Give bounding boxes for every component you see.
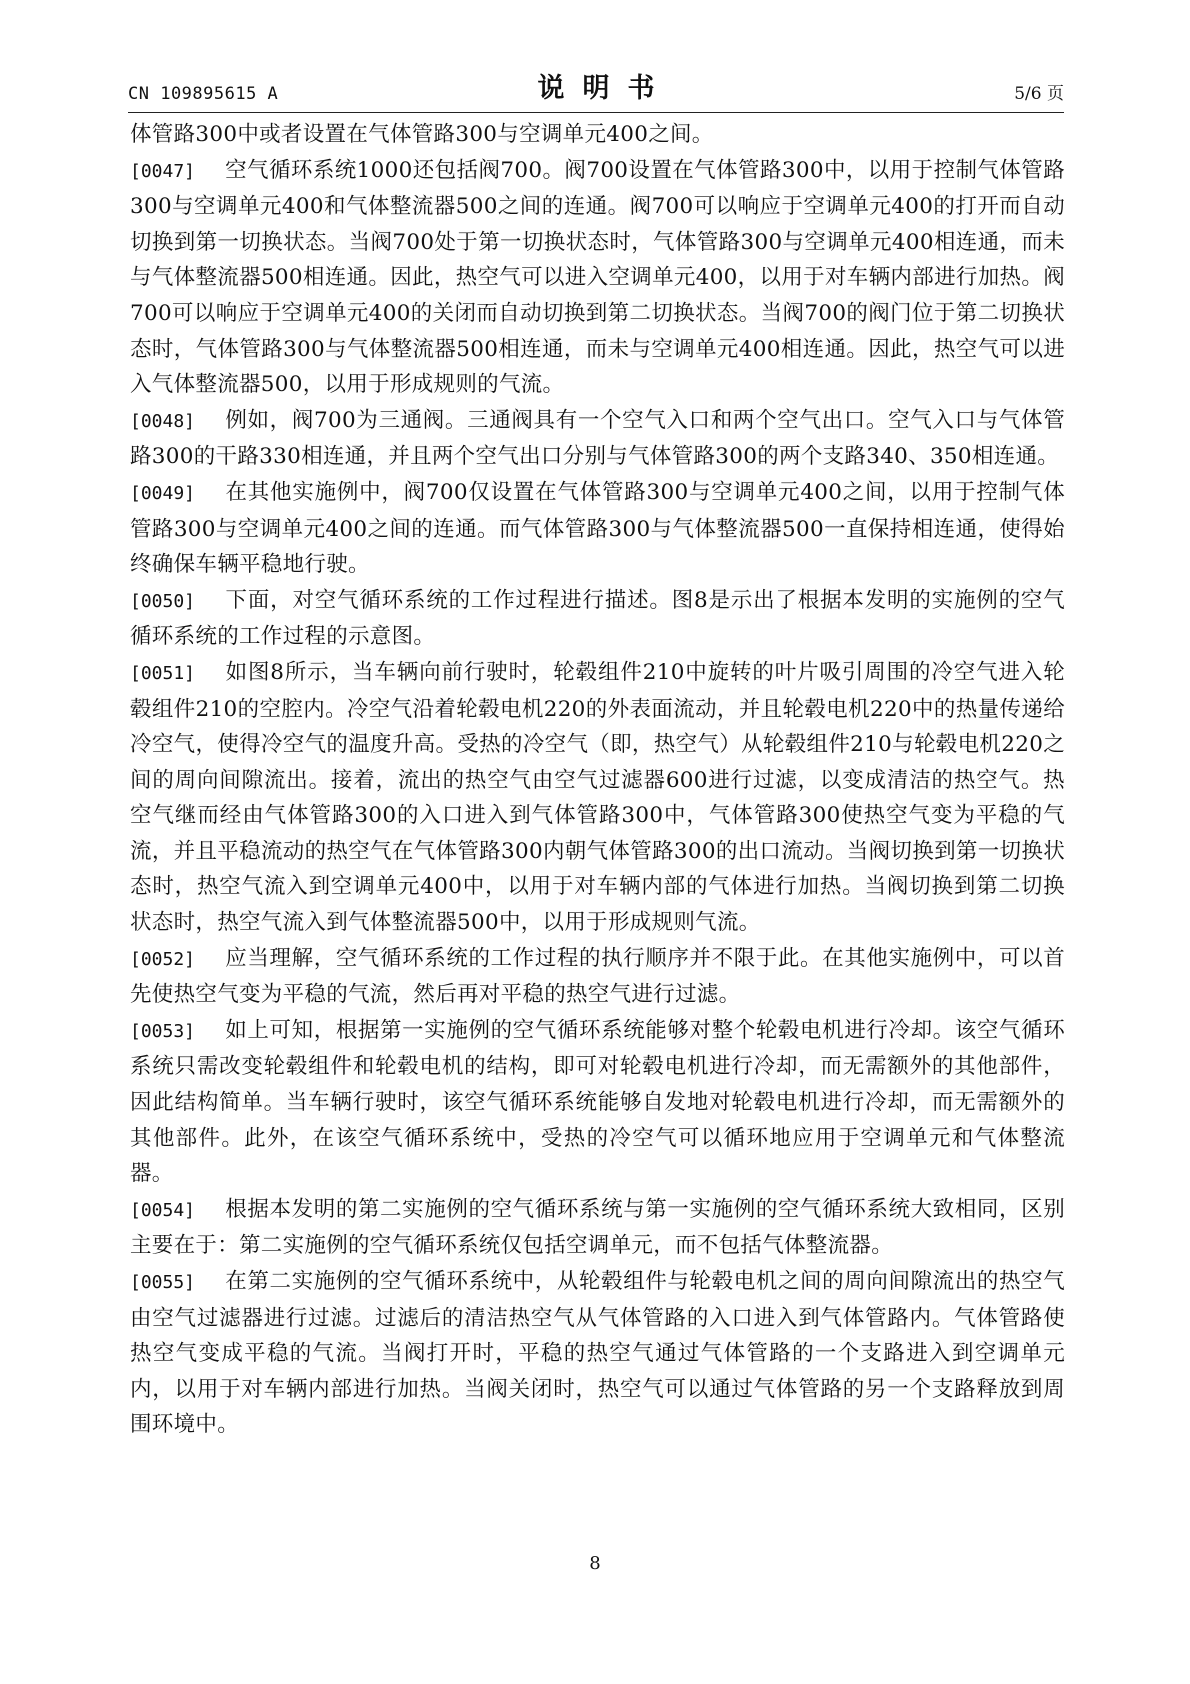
paragraph-number: [0053] bbox=[130, 1020, 196, 1042]
page-number: 8 bbox=[589, 1553, 601, 1574]
paragraph-number: [0050] bbox=[130, 590, 196, 612]
paragraph-text: 在第二实施例的空气循环系统中，从轮毂组件与轮毂电机之间的周向间隙流出的热空气由空气过滤器进行过滤。过滤后的清洁热空气从气体管路的入口进入到气体管路内。气体管路使热空气变成平稳的气流。当阀打开时，平稳的热空气通过气体管路的一个支路进入到空调单元内，以用于对车辆内部进行加热。当阀关闭时，热空气可以通过气体管路的另一个支路释放到周围环境中。 bbox=[130, 1269, 1065, 1438]
paragraph-0050 bbox=[130, 583, 1065, 655]
paragraph-text: 根据本发明的第二实施例的空气循环系统与第一实施例的空气循环系统大致相同，区别主要在于：第二实施例的空气循环系统仅包括空调单元，而不包括气体整流器。 bbox=[130, 1196, 1065, 1259]
paragraph-0053 bbox=[130, 1013, 1065, 1192]
page-indicator: 5/6 页 bbox=[1014, 84, 1064, 104]
paragraph-number: [0055] bbox=[130, 1272, 196, 1293]
publication-number: CN 109895615 A bbox=[128, 84, 279, 104]
document-title: 说明书 bbox=[537, 73, 673, 104]
paragraph-number: [0048] bbox=[130, 410, 196, 432]
paragraph-text: 应当理解，空气循环系统的工作过程的执行顺序并不限于此。在其他实施例中，可以首先使热空气变为平稳的气流，然后再对平稳的热空气进行过滤。 bbox=[130, 945, 1065, 1008]
paragraph-number: [0051] bbox=[130, 662, 196, 684]
document-body bbox=[130, 117, 1065, 1443]
paragraph-text: 如图8所示，当车辆向前行驶时，轮毂组件210中旋转的叶片吸引周围的冷空气进入轮毂组件210的空腔内。冷空气沿着轮毂电机220的外表面流动，并且轮毂电机220中的热量传递给冷空气，使得冷空气的温度升高。受热的冷空气（即，热空气）从轮毂组件210与轮毂电机220之间的周向间隙流出。接着，流出的热空气由空气过滤器600进行过滤，以变成清洁的热空气。热空气继而经由气体管路300的入口进入到气体管路300中，气体管路300使热空气变为平稳的气流，并且平稳流动的热空气在气体管路300内朝气体管路300的出口流动。当阀切换到第一切换状态时，热空气流入到空调单元400中，以用于对车辆内部的气体进行加热。当阀切换到第二切换状态时，热空气流入到气体整流器500中，以用于形成规则气流。 bbox=[130, 659, 1065, 936]
paragraph-text: 空气循环系统1000还包括阀700。阀700设置在气体管路300中，以用于控制气体管路300与空调单元400和气体整流器500之间的连通。阀700可以响应于空调单元400的打开而自动切换到第一切换状态。当阀700处于第一切换状态时，气体管路300与空调单元400相连通，而未与气体整流器500相连通。因此，热空气可以进入空调单元400，以用于对车辆内部进行加热。阀700可以响应于空调单元400的关闭而自动切换到第二切换状态。当阀700的阀门位于第二切换状态时，气体管路300与气体整流器500相连通，而未与空调单元400相连通。因此，热空气可以进入气体整流器500，以用于形成规则的气流。 bbox=[130, 157, 1065, 398]
paragraph-number: [0052] bbox=[130, 948, 196, 970]
header-divider bbox=[128, 112, 1064, 113]
continuation-text: 体管路300中或者设置在气体管路300与空调单元400之间。 bbox=[130, 122, 714, 147]
paragraph-0051 bbox=[130, 655, 1065, 941]
page-header bbox=[128, 66, 1064, 110]
paragraph-text: 在其他实施例中，阀700仅设置在气体管路300与空调单元400之间，以用于控制气体管路300与空调单元400之间的连通。而气体管路300与气体整流器500一直保持相连通，使得始终确保车辆平稳地行驶。 bbox=[130, 479, 1065, 578]
paragraph-0055 bbox=[130, 1264, 1065, 1443]
paragraph-0048 bbox=[130, 403, 1065, 475]
paragraph-text: 例如，阀700为三通阀。三通阀具有一个空气入口和两个空气出口。空气入口与气体管路300的干路330相连通，并且两个空气出口分别与气体管路300的两个支路340、350相连通。 bbox=[130, 407, 1065, 470]
paragraph-0054 bbox=[130, 1192, 1065, 1264]
paragraph-number: [0047] bbox=[130, 160, 196, 182]
paragraph-0052 bbox=[130, 941, 1065, 1013]
paragraph-0047 bbox=[130, 153, 1065, 403]
paragraph-number: [0049] bbox=[130, 482, 196, 504]
paragraph-number: [0054] bbox=[130, 1199, 196, 1221]
paragraph-text: 如上可知，根据第一实施例的空气循环系统能够对整个轮毂电机进行冷却。该空气循环系统只需改变轮毂组件和轮毂电机的结构，即可对轮毂电机进行冷却，而无需额外的其他部件，因此结构简单。当车辆行驶时，该空气循环系统能够自发地对轮毂电机进行冷却，而无需额外的其他部件。此外，在该空气循环系统中，受热的冷空气可以循环地应用于空调单元和气体整流器。 bbox=[130, 1017, 1065, 1187]
paragraph-text: 下面，对空气循环系统的工作过程进行描述。图8是示出了根据本发明的实施例的空气循环系统的工作过程的示意图。 bbox=[130, 587, 1065, 650]
paragraph-0049 bbox=[130, 475, 1065, 583]
